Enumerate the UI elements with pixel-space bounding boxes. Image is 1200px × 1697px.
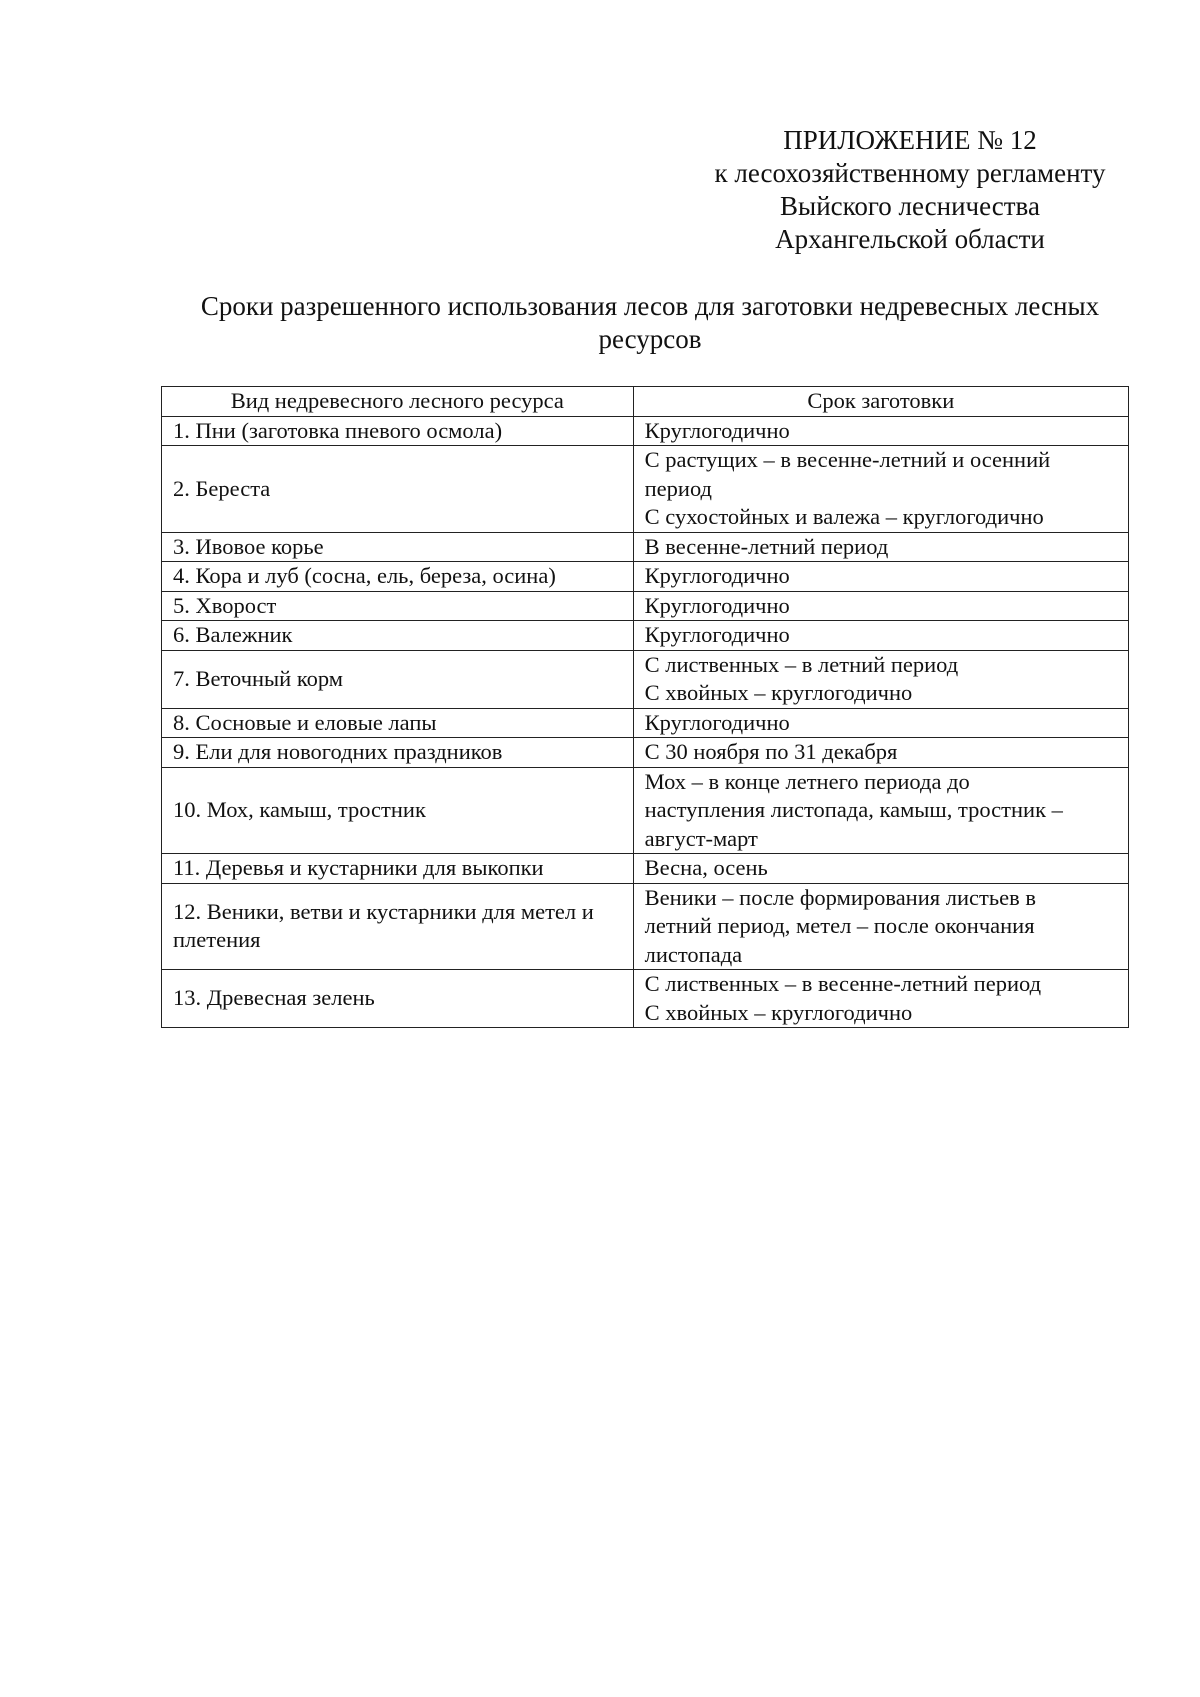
- column-header-period: Срок заготовки: [633, 387, 1128, 417]
- appendix-header: [690, 124, 1130, 256]
- table-row: [162, 562, 1129, 592]
- table-row: [162, 446, 1129, 533]
- period-line: Круглогодично: [644, 709, 790, 735]
- resource-cell: 6. Валежник: [162, 621, 634, 651]
- resource-cell: 13. Древесная зелень: [162, 970, 634, 1028]
- resource-cell: 3. Ивовое корье: [162, 532, 634, 562]
- period-line: С хвойных – круглогодично: [644, 999, 913, 1025]
- period-cell: [633, 708, 1128, 738]
- period-line: август-март: [644, 825, 758, 851]
- period-cell: [633, 591, 1128, 621]
- table-row: [162, 621, 1129, 651]
- period-line: Круглогодично: [644, 417, 790, 443]
- period-line: С 30 ноября по 31 декабря: [644, 739, 898, 764]
- document-title: [150, 290, 1150, 356]
- table-row: [162, 883, 1129, 970]
- appendix-number: ПРИЛОЖЕНИЕ № 12: [783, 125, 1037, 155]
- resource-cell: 2. Береста: [162, 446, 634, 533]
- resource-cell: 1. Пни (заготовка пневого осмола): [162, 416, 634, 446]
- period-line: С сухостойных и валежа – круглогодично: [644, 504, 1044, 529]
- resource-cell: 10. Мох, камыш, тростник: [162, 767, 634, 854]
- period-line: Круглогодично: [644, 563, 790, 588]
- resource-cell: 8. Сосновые и еловые лапы: [162, 708, 634, 738]
- table-row: [162, 591, 1129, 621]
- appendix-forestry: Выйского лесничества: [780, 191, 1040, 221]
- period-cell: [633, 650, 1128, 708]
- table-body: [162, 416, 1129, 1028]
- table-row: [162, 650, 1129, 708]
- table-row: [162, 532, 1129, 562]
- period-line: Весна, осень: [644, 855, 768, 880]
- period-line: В весенне-летний период: [644, 533, 889, 559]
- period-line: летний период, метел – после окончания: [644, 913, 1035, 938]
- appendix-reference: к лесохозяйственному регламенту: [714, 158, 1106, 188]
- period-line: С растущих – в весенне-летний и осенний: [644, 447, 1051, 472]
- document-title-line: Сроки разрешенного использования лесов для заготовки недревесных лесных: [200, 291, 1100, 321]
- period-cell: [633, 970, 1128, 1028]
- period-line: Веники – после формирования листьев в: [644, 884, 1036, 910]
- harvest-periods-table: [161, 386, 1129, 1028]
- period-cell: [633, 621, 1128, 651]
- period-line: Круглогодично: [644, 622, 790, 647]
- resource-cell: 7. Веточный корм: [162, 650, 634, 708]
- period-line: Мох – в конце летнего периода до: [644, 768, 970, 794]
- column-header-resource: Вид недревесного лесного ресурса: [162, 387, 634, 417]
- resource-cell: 5. Хворост: [162, 591, 634, 621]
- period-line: листопада: [644, 941, 743, 967]
- table-row: [162, 970, 1129, 1028]
- period-cell: [633, 562, 1128, 592]
- period-line: Круглогодично: [644, 592, 790, 618]
- table-header-row: [162, 387, 1129, 417]
- period-cell: [633, 532, 1128, 562]
- period-line: С лиственных – в летний период: [644, 651, 959, 677]
- table-row: [162, 416, 1129, 446]
- table-row: [162, 738, 1129, 768]
- period-line: период: [644, 475, 712, 501]
- document-title-line: ресурсов: [598, 324, 702, 354]
- period-line: наступления листопада, камыш, тростник –: [644, 797, 1063, 822]
- appendix-region: Архангельской области: [775, 224, 1045, 254]
- resource-cell: 11. Деревья и кустарники для выкопки: [162, 854, 634, 884]
- period-cell: [633, 416, 1128, 446]
- period-cell: [633, 738, 1128, 768]
- table-row: [162, 767, 1129, 854]
- table-row: [162, 854, 1129, 884]
- table-row: [162, 708, 1129, 738]
- period-cell: [633, 854, 1128, 884]
- resource-cell: 12. Веники, ветви и кустарники для метел и плетения: [162, 883, 634, 970]
- resource-cell: 9. Ели для новогодних праздников: [162, 738, 634, 768]
- period-cell: [633, 446, 1128, 533]
- period-line: С хвойных – круглогодично: [644, 680, 913, 705]
- period-cell: [633, 767, 1128, 854]
- resource-cell: 4. Кора и луб (сосна, ель, береза, осина): [162, 562, 634, 592]
- period-line: С лиственных – в весенне-летний период: [644, 971, 1042, 996]
- period-cell: [633, 883, 1128, 970]
